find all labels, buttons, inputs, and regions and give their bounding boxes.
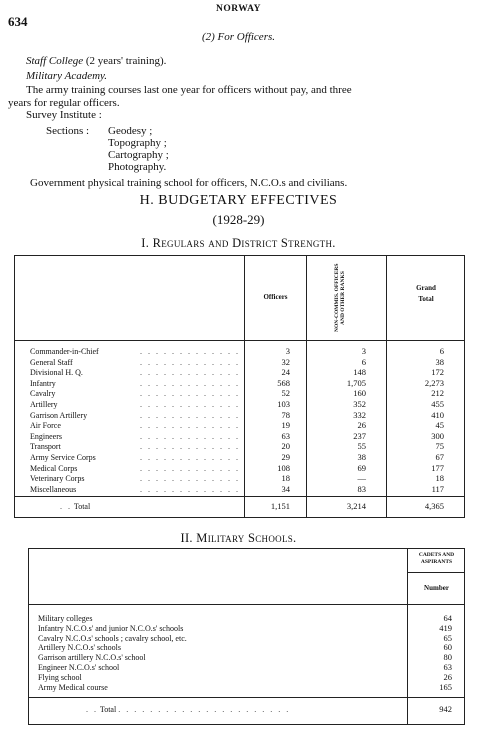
table1-cell-total: 67 <box>435 452 444 462</box>
table1-cell-total: 75 <box>435 441 444 452</box>
table2-total-number: 942 <box>439 704 452 714</box>
table1-cell-officers: 108 <box>277 462 290 473</box>
table1-cell-nco: 26 <box>357 420 366 431</box>
table1-total-text: Total <box>73 502 91 511</box>
table1-total-officers: 1,151 <box>270 501 290 511</box>
table2-row-label: Infantry N.C.O.s' and junior N.C.O.s' schools <box>38 623 184 633</box>
table2-cell-number: 165 <box>439 681 452 692</box>
table2-row-label: Military colleges <box>38 614 93 623</box>
table1-cell-total: 117 <box>431 483 444 494</box>
table1-header-rule <box>14 340 465 341</box>
leader-dots: . . . . . . . . . . . . . <box>140 463 240 473</box>
leader-dots: . . . . . . . . . . . . . <box>140 357 240 367</box>
section-item: Photography. <box>108 161 167 173</box>
table1-cell-nco: 1,705 <box>346 377 366 388</box>
table1-cell-total: 172 <box>431 367 444 378</box>
leader-dots: . . . . . . . . . . . . . <box>140 347 240 356</box>
table1-cell-nco: 332 <box>353 409 366 420</box>
table2-row-label: Cavalry N.C.O.s' schools ; cavalry school, etc. <box>38 633 187 643</box>
table1-cell-nco: 148 <box>353 367 366 378</box>
table1-cell-officers: 24 <box>281 367 290 378</box>
table2-cell-number: 26 <box>443 671 452 682</box>
table1-cell-officers: 34 <box>281 483 290 494</box>
section-item: Topography ; <box>108 137 167 149</box>
table1-cell-officers: 18 <box>281 473 290 484</box>
table1-row-label: Garrison Artillery <box>30 410 88 420</box>
table2-row-label: Army Medical course <box>38 682 108 692</box>
table1-row-label: Cavalry <box>30 389 56 399</box>
table1-divider <box>306 255 307 518</box>
table1-row-label: Transport <box>30 442 61 452</box>
table1-cell-officers: 29 <box>281 452 290 462</box>
table2-title: II. Military Schools. <box>180 531 297 545</box>
table2-row-label: Flying school <box>38 672 82 682</box>
table1-cell-officers: 103 <box>277 399 290 409</box>
table1-cell-total: 6 <box>439 346 444 356</box>
table1-row-label: General Staff <box>30 357 73 367</box>
staff-college-rest: (2 years' training). <box>85 55 167 67</box>
section-item: Cartography ; <box>108 149 169 161</box>
table1-header-total: Total <box>418 295 434 303</box>
table1-cell-total: 455 <box>431 399 444 409</box>
table1-cell-nco: 6 <box>361 356 366 367</box>
staff-college-name: Staff College <box>26 55 84 67</box>
survey-institute: Survey Institute : <box>26 109 102 121</box>
table1-row-label: Infantry <box>30 378 56 388</box>
table1-cell-officers: 568 <box>277 377 290 388</box>
table1-row-label: Engineers <box>30 431 62 441</box>
table2-subheader-rule <box>407 572 465 573</box>
table1-cell-officers: 19 <box>281 420 290 431</box>
table1-cell-officers: 32 <box>281 356 290 367</box>
table1-cell-total: 45 <box>435 420 444 431</box>
table1-header-nco-text: NON-COMMIS. OFFICERS AND OTHER RANKS <box>334 263 346 333</box>
table1-cell-officers: 20 <box>281 441 290 452</box>
table1-header-nco <box>333 262 359 334</box>
table2-header-number: Number <box>424 584 449 592</box>
leader-dots: . . . . . . . . . . . . . <box>140 453 240 462</box>
leader-dots: . . . . . . . . . . . . . <box>140 474 240 484</box>
table1-cell-total: 18 <box>435 473 444 484</box>
table2-cell-number: 64 <box>443 613 452 623</box>
section-item: Geodesy ; <box>108 125 153 137</box>
table1-cell-nco: 83 <box>357 483 366 494</box>
table2-total-rule <box>28 697 465 698</box>
table1-cell-nco: 160 <box>353 388 366 399</box>
table1-cell-nco: 3 <box>361 346 366 356</box>
table1-row-label: Veterinary Corps <box>30 474 85 484</box>
table1-cell-officers: 78 <box>281 409 290 420</box>
sections-label: Sections : <box>46 125 90 137</box>
table1-header-grand: Grand <box>416 284 436 292</box>
running-head: NORWAY <box>215 4 262 14</box>
leader-dots: . . . . . . . . . . . . . <box>140 431 240 441</box>
table1-total-rule <box>14 496 465 497</box>
table1-total-label: . . Total <box>60 502 91 511</box>
table1-cell-total: 300 <box>431 430 444 441</box>
table1-cell-total: 177 <box>431 462 444 473</box>
table1-cell-officers: 52 <box>281 388 290 399</box>
table2-header-rule <box>28 604 465 605</box>
leader-dots: . . . . . . . . . . . . . <box>140 421 240 431</box>
table1-total-grand: 4,365 <box>424 501 444 511</box>
table2-row-label: Engineer N.C.O.s' school <box>38 663 120 672</box>
table2-cell-number: 419 <box>439 622 452 633</box>
leader-dots: . . . . . . . . . . . . . <box>140 484 240 494</box>
leader-dots: . . . . . . . . . . . . . <box>140 410 240 420</box>
leader-dots: . . . . . . . . . . . . . <box>140 442 240 452</box>
table2-cell-number: 60 <box>443 642 452 653</box>
table1-cell-officers: 3 <box>285 346 290 356</box>
training-text-1: The army training courses last one year for officers without pay, and three <box>26 84 352 96</box>
table1-row-label: Army Service Corps <box>30 453 96 462</box>
leader-dots: . . . . . . . . . . . . . <box>140 389 240 399</box>
table2-row-label: Garrison artillery N.C.O.s' school <box>38 653 146 663</box>
table1-cell-nco: 69 <box>357 462 366 473</box>
table2-divider <box>407 548 408 725</box>
table1-row-label: Medical Corps <box>30 463 78 473</box>
table1-row-label: Miscellaneous <box>30 484 77 494</box>
staff-college-line <box>26 55 166 67</box>
gov-school: Government physical training school for officers, N.C.O.s and civilians. <box>30 177 348 189</box>
table1-cell-total: 212 <box>431 388 444 399</box>
table1-cell-total: 2,273 <box>424 377 444 388</box>
table1-title: I. Regulars and District Strength. <box>141 236 336 250</box>
table2-total-text: Total <box>99 705 117 714</box>
leader-dots: . . . . . . . . . . . . . <box>140 378 240 388</box>
table2-cell-number: 65 <box>443 632 452 643</box>
leader-dots: . . . . . . . . . . . . . <box>140 400 240 409</box>
military-academy: Military Academy. <box>26 70 108 82</box>
table1-row-label: Air Force <box>30 421 61 431</box>
table1-cell-nco: 352 <box>353 399 366 409</box>
table1-header-officers: Officers <box>263 293 288 301</box>
page-number: 634 <box>8 14 28 29</box>
table1-cell-total: 38 <box>435 356 444 367</box>
table1-cell-nco: — <box>357 473 366 484</box>
table1-row-label: Artillery <box>30 400 58 409</box>
table2-cell-number: 80 <box>443 652 452 663</box>
table1-cell-officers: 63 <box>281 430 290 441</box>
table2-row-label: Artillery N.C.O.s' schools <box>38 643 121 653</box>
section-year: (1928-29) <box>212 212 265 227</box>
table2-cell-number: 63 <box>443 662 452 672</box>
table1-row-label: Divisional H. Q. <box>30 368 83 378</box>
training-text-2: years for regular officers. <box>8 97 120 109</box>
table2-header-cadets: CADETS AND ASPIRANTS <box>418 552 455 565</box>
table1-cell-nco: 237 <box>353 430 366 441</box>
table1-total-nco: 3,214 <box>346 501 366 511</box>
section-title: H. BUDGETARY EFFECTIVES <box>139 193 338 208</box>
table1-row-label: Commander-in-Chief <box>30 347 99 356</box>
table2-total-label: . . Total . . . . . . . . . . . . . . . . . . . . . . <box>86 705 291 714</box>
table1-cell-total: 410 <box>431 409 444 420</box>
leader-dots: . . . . . . . . . . . . . <box>140 368 240 378</box>
table1-cell-nco: 55 <box>357 441 366 452</box>
table1-cell-nco: 38 <box>357 452 366 462</box>
for-officers-heading: (2) For Officers. <box>201 31 275 43</box>
